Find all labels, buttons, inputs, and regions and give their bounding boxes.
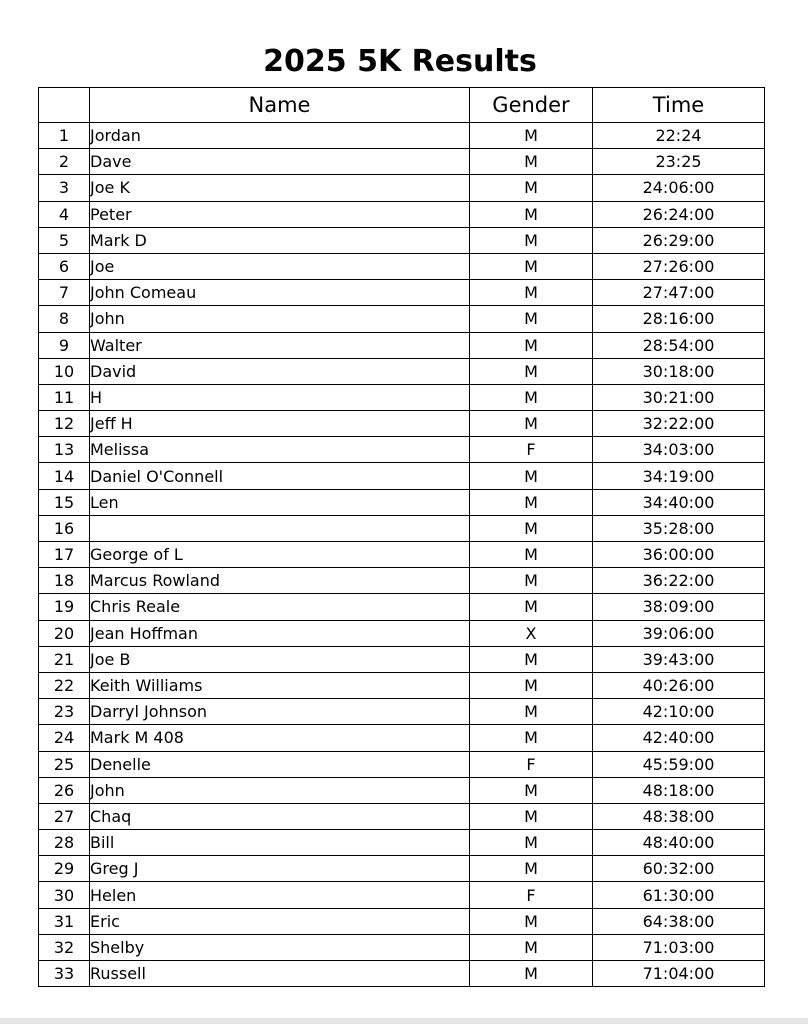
name-cell: John	[90, 306, 470, 332]
gender-cell: M	[470, 463, 593, 489]
gender-cell: M	[470, 725, 593, 751]
place-cell: 23	[39, 699, 90, 725]
table-row	[39, 830, 765, 856]
time-cell: 36:22:00	[593, 568, 765, 594]
place-cell: 8	[39, 306, 90, 332]
gender-cell: M	[470, 803, 593, 829]
place-cell: 20	[39, 620, 90, 646]
header-name: Name	[90, 88, 470, 123]
name-cell: Joe B	[90, 646, 470, 672]
time-cell: 30:21:00	[593, 384, 765, 410]
place-cell: 33	[39, 961, 90, 987]
gender-cell: M	[470, 961, 593, 987]
time-cell: 32:22:00	[593, 411, 765, 437]
table-row	[39, 515, 765, 541]
table-row	[39, 568, 765, 594]
place-cell: 32	[39, 934, 90, 960]
place-cell: 4	[39, 201, 90, 227]
name-cell: Eric	[90, 908, 470, 934]
place-cell: 28	[39, 830, 90, 856]
gender-cell: M	[470, 699, 593, 725]
name-cell: Shelby	[90, 934, 470, 960]
gender-cell: M	[470, 489, 593, 515]
gender-cell: M	[470, 227, 593, 253]
place-cell: 2	[39, 149, 90, 175]
table-row	[39, 253, 765, 279]
name-cell: Joe	[90, 253, 470, 279]
table-row	[39, 856, 765, 882]
name-cell: Peter	[90, 201, 470, 227]
time-cell: 34:03:00	[593, 437, 765, 463]
time-cell: 34:19:00	[593, 463, 765, 489]
place-cell: 31	[39, 908, 90, 934]
time-cell: 30:18:00	[593, 358, 765, 384]
table-row	[39, 908, 765, 934]
time-cell: 40:26:00	[593, 672, 765, 698]
time-cell: 38:09:00	[593, 594, 765, 620]
name-cell: Bill	[90, 830, 470, 856]
place-cell: 19	[39, 594, 90, 620]
name-cell: Jean Hoffman	[90, 620, 470, 646]
name-cell: George of L	[90, 542, 470, 568]
gender-cell: M	[470, 253, 593, 279]
place-cell: 5	[39, 227, 90, 253]
name-cell: Mark M 408	[90, 725, 470, 751]
time-cell: 26:29:00	[593, 227, 765, 253]
table-row	[39, 280, 765, 306]
table-row	[39, 751, 765, 777]
gender-cell: M	[470, 542, 593, 568]
time-cell: 34:40:00	[593, 489, 765, 515]
place-cell: 18	[39, 568, 90, 594]
table-row	[39, 542, 765, 568]
table-row	[39, 227, 765, 253]
place-cell: 12	[39, 411, 90, 437]
place-cell: 17	[39, 542, 90, 568]
header-time: Time	[593, 88, 765, 123]
time-cell: 26:24:00	[593, 201, 765, 227]
time-cell: 61:30:00	[593, 882, 765, 908]
place-cell: 26	[39, 777, 90, 803]
gender-cell: F	[470, 437, 593, 463]
place-cell: 27	[39, 803, 90, 829]
time-cell: 22:24	[593, 123, 765, 149]
name-cell: Dave	[90, 149, 470, 175]
table-row	[39, 411, 765, 437]
place-cell: 29	[39, 856, 90, 882]
header-gender: Gender	[470, 88, 593, 123]
name-cell: Helen	[90, 882, 470, 908]
place-cell: 3	[39, 175, 90, 201]
name-cell: Mark D	[90, 227, 470, 253]
gender-cell: M	[470, 358, 593, 384]
table-row	[39, 463, 765, 489]
table-row	[39, 699, 765, 725]
table-row	[39, 489, 765, 515]
gender-cell: M	[470, 672, 593, 698]
place-cell: 10	[39, 358, 90, 384]
place-cell: 9	[39, 332, 90, 358]
header-row	[39, 88, 765, 123]
gender-cell: F	[470, 882, 593, 908]
time-cell: 64:38:00	[593, 908, 765, 934]
place-cell: 22	[39, 672, 90, 698]
name-cell: Chris Reale	[90, 594, 470, 620]
place-cell: 14	[39, 463, 90, 489]
table-row	[39, 306, 765, 332]
name-cell: Denelle	[90, 751, 470, 777]
results-table	[38, 87, 765, 987]
table-row	[39, 384, 765, 410]
table-row	[39, 201, 765, 227]
name-cell: John	[90, 777, 470, 803]
place-cell: 11	[39, 384, 90, 410]
name-cell: Jordan	[90, 123, 470, 149]
name-cell: Chaq	[90, 803, 470, 829]
place-cell: 1	[39, 123, 90, 149]
place-cell: 25	[39, 751, 90, 777]
time-cell: 24:06:00	[593, 175, 765, 201]
table-row	[39, 149, 765, 175]
name-cell: Marcus Rowland	[90, 568, 470, 594]
table-row	[39, 437, 765, 463]
gender-cell: M	[470, 280, 593, 306]
time-cell: 48:40:00	[593, 830, 765, 856]
table-row	[39, 358, 765, 384]
table-body	[39, 123, 765, 987]
name-cell: Len	[90, 489, 470, 515]
gender-cell: M	[470, 201, 593, 227]
gender-cell: M	[470, 175, 593, 201]
time-cell: 48:38:00	[593, 803, 765, 829]
time-cell: 23:25	[593, 149, 765, 175]
gender-cell: M	[470, 856, 593, 882]
name-cell: Greg J	[90, 856, 470, 882]
name-cell	[90, 515, 470, 541]
name-cell: David	[90, 358, 470, 384]
gender-cell: M	[470, 646, 593, 672]
place-cell: 16	[39, 515, 90, 541]
gender-cell: M	[470, 332, 593, 358]
page-title: 2025 5K Results	[263, 44, 537, 79]
place-cell: 30	[39, 882, 90, 908]
place-cell: 21	[39, 646, 90, 672]
table-row	[39, 646, 765, 672]
time-cell: 36:00:00	[593, 542, 765, 568]
name-cell: Keith Williams	[90, 672, 470, 698]
name-cell: Walter	[90, 332, 470, 358]
time-cell: 71:04:00	[593, 961, 765, 987]
time-cell: 27:26:00	[593, 253, 765, 279]
time-cell: 48:18:00	[593, 777, 765, 803]
place-cell: 13	[39, 437, 90, 463]
name-cell: H	[90, 384, 470, 410]
table-row	[39, 620, 765, 646]
time-cell: 28:16:00	[593, 306, 765, 332]
table-row	[39, 175, 765, 201]
table-header	[39, 88, 765, 123]
name-cell: Russell	[90, 961, 470, 987]
table-row	[39, 777, 765, 803]
time-cell: 27:47:00	[593, 280, 765, 306]
time-cell: 42:10:00	[593, 699, 765, 725]
gender-cell: M	[470, 777, 593, 803]
table-row	[39, 672, 765, 698]
gender-cell: F	[470, 751, 593, 777]
gender-cell: M	[470, 568, 593, 594]
name-cell: Jeff H	[90, 411, 470, 437]
time-cell: 60:32:00	[593, 856, 765, 882]
time-cell: 39:43:00	[593, 646, 765, 672]
header-place	[39, 88, 90, 123]
time-cell: 39:06:00	[593, 620, 765, 646]
name-cell: Melissa	[90, 437, 470, 463]
table-row	[39, 934, 765, 960]
gender-cell: M	[470, 306, 593, 332]
place-cell: 6	[39, 253, 90, 279]
time-cell: 42:40:00	[593, 725, 765, 751]
gender-cell: X	[470, 620, 593, 646]
time-cell: 71:03:00	[593, 934, 765, 960]
table-row	[39, 725, 765, 751]
name-cell: Darryl Johnson	[90, 699, 470, 725]
table-row	[39, 961, 765, 987]
table-row	[39, 332, 765, 358]
gender-cell: M	[470, 411, 593, 437]
gender-cell: M	[470, 908, 593, 934]
window-bottom-edge	[0, 1018, 808, 1024]
place-cell: 24	[39, 725, 90, 751]
gender-cell: M	[470, 123, 593, 149]
table-row	[39, 123, 765, 149]
place-cell: 15	[39, 489, 90, 515]
gender-cell: M	[470, 515, 593, 541]
name-cell: Daniel O'Connell	[90, 463, 470, 489]
gender-cell: M	[470, 594, 593, 620]
gender-cell: M	[470, 149, 593, 175]
table-row	[39, 594, 765, 620]
table-row	[39, 803, 765, 829]
gender-cell: M	[470, 384, 593, 410]
name-cell: Joe K	[90, 175, 470, 201]
name-cell: John Comeau	[90, 280, 470, 306]
gender-cell: M	[470, 934, 593, 960]
place-cell: 7	[39, 280, 90, 306]
gender-cell: M	[470, 830, 593, 856]
time-cell: 45:59:00	[593, 751, 765, 777]
time-cell: 35:28:00	[593, 515, 765, 541]
time-cell: 28:54:00	[593, 332, 765, 358]
table-row	[39, 882, 765, 908]
